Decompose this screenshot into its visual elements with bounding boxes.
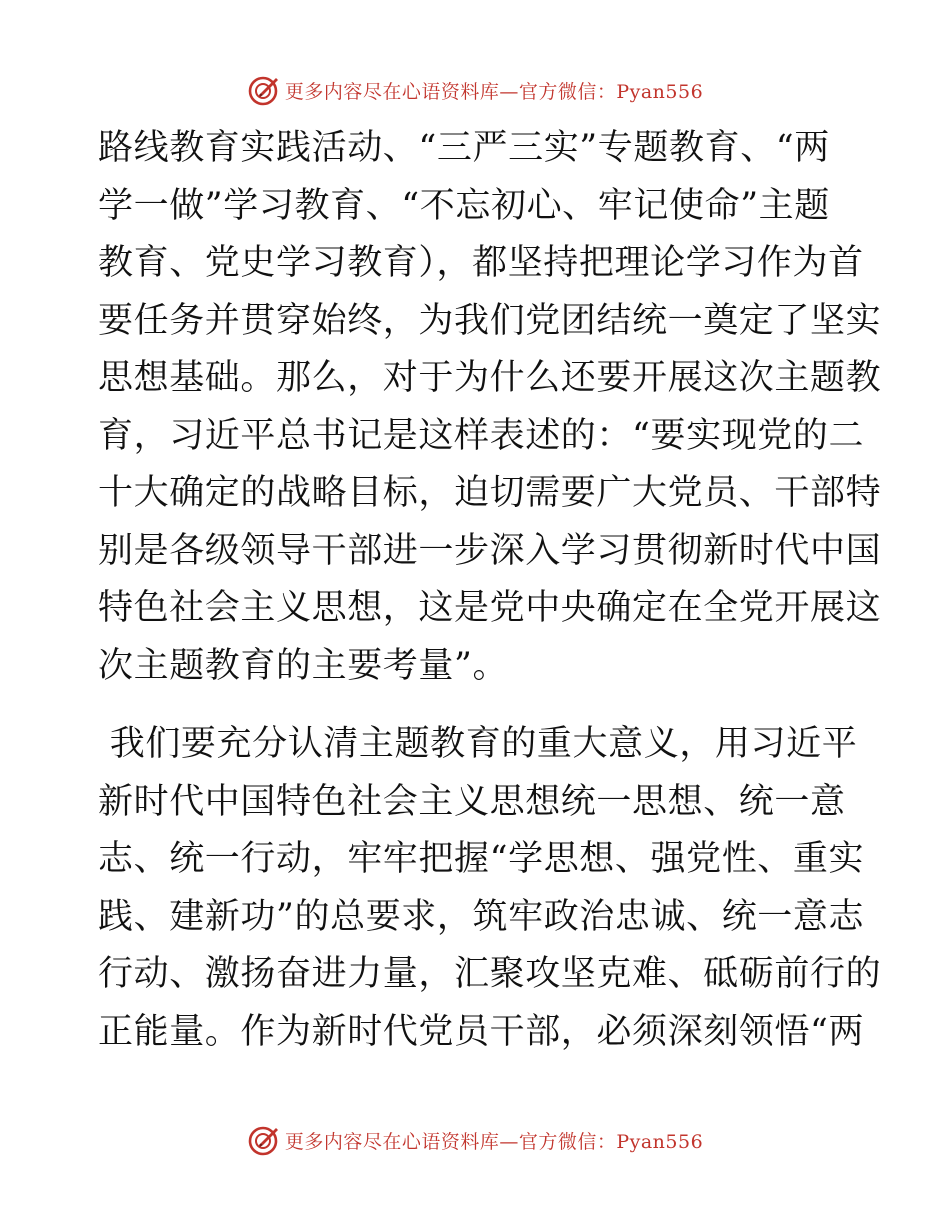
text-line: 路线教育实践活动、“三严三实”专题教育、“两 — [98, 128, 830, 168]
text-line: 教育、党史学习教育），都坚持把理论学习作为首 — [98, 243, 864, 283]
watermark-text: 更多内容尽在心语资料库—官方微信：Pyan556 — [284, 1130, 704, 1153]
text-line: 要任务并贯穿始终，为我们党团结统一奠定了坚实 — [98, 300, 882, 341]
text-line: 思想基础。那么，对于为什么还要开展这次主题教 — [98, 358, 882, 398]
text-line: 学一做”学习教育、“不忘初心、牢记使命”主题 — [98, 185, 830, 226]
text-line: 践、建新功”的总要求，筑牢政治忠诚、统一意志 — [98, 896, 865, 937]
text-line: 十大确定的战略目标，迫切需要广大党员、干部特 — [98, 473, 882, 513]
text-line: 育，习近平总书记是这样表述的：“要实现党的二 — [98, 415, 865, 456]
paragraph-2 — [98, 716, 882, 1061]
text-line: 别是各级领导干部进一步深入学习贯彻新时代中国 — [98, 530, 882, 571]
watermark-text: 更多内容尽在心语资料库—官方微信：Pyan556 — [284, 80, 704, 103]
text-line: 我们要充分认清主题教育的重大意义，用习近平 — [98, 724, 858, 764]
brush-logo-icon — [247, 1123, 281, 1157]
paragraph-1 — [98, 120, 882, 695]
text-line: 新时代中国特色社会主义思想统一思想、统一意 — [98, 781, 846, 822]
text-line: 志、统一行动，牢牢把握“学思想、强党性、重实 — [98, 839, 865, 879]
text-line: 正能量。作为新时代党员干部，必须深刻领悟“两 — [98, 1011, 865, 1052]
text-line: 次主题教育的主要考量”。 — [98, 645, 509, 686]
footer-watermark — [0, 1120, 950, 1160]
text-line: 行动、激扬奋进力量，汇聚攻坚克难、砥砺前行的 — [98, 954, 882, 994]
text-line: 特色社会主义思想，这是党中央确定在全党开展这 — [98, 588, 882, 628]
brush-logo-icon — [247, 73, 281, 107]
header-watermark — [0, 70, 950, 110]
